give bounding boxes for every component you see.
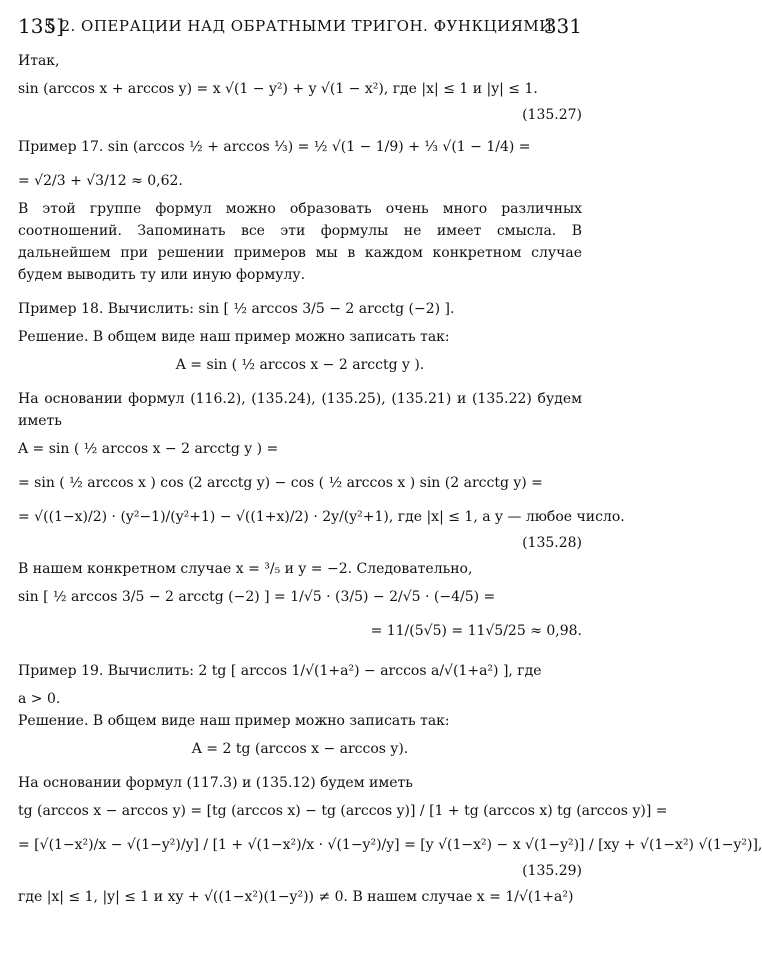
- formula-18-step2: = sin ( ½ arccos x ) cos (2 arcctg y) − cos ( ½ arccos x ) sin (2 arcctg y) =: [18, 475, 543, 491]
- example-19: Пример 19. Вычислить: 2 tg [ arccos 1/√(1+a²) − arccos a/√(1+a²) ], где: [18, 663, 542, 679]
- section-title: § 2. ОПЕРАЦИИ НАД ОБРАТНЫМИ ТРИГОН. ФУНКЦИЯМИ: [47, 17, 553, 35]
- equation-number: (135.29): [522, 863, 582, 879]
- paragraph: На основании формул (116.2), (135.24), (135.25), (135.21) и (135.22) будем иметь: [18, 391, 582, 429]
- text-line: где |x| ≤ 1, |y| ≤ 1 и xy + √((1−x²)(1−y²)) ≠ 0. В нашем случае x = 1/√(1+a²): [18, 889, 574, 905]
- page-number: 331: [543, 14, 582, 38]
- formula-19-general: A = 2 tg (arccos x − arccos y).: [191, 741, 409, 757]
- paragraph: В этой группе формул можно образовать очень много различных соотношений. Запоминать все эти формулы не имеет смысла. В дальнейшем при решении примеров мы в каждом конкретном случае будем выводить ту или иную формулу.: [18, 201, 582, 283]
- formula-18-step1: A = sin ( ½ arccos x − 2 arcctg y ) =: [18, 441, 279, 457]
- text-line: В нашем конкретном случае x = ³/₅ и y = −2. Следовательно,: [18, 561, 473, 577]
- section-page-ref: 135]: [18, 14, 64, 38]
- page-body: [18, 50, 762, 908]
- solution-19: Решение. В общем виде наш пример можно записать так:: [18, 713, 450, 729]
- text-line: Итак,: [18, 53, 60, 69]
- example-19-condition: a > 0.: [18, 691, 61, 707]
- text-line: На основании формул (117.3) и (135.12) будем иметь: [18, 775, 413, 791]
- formula-18-result: = 11/(5√5) = 11√5/25 ≈ 0,98.: [370, 623, 582, 639]
- equation-number: (135.27): [522, 107, 582, 123]
- running-header: [18, 14, 582, 38]
- formula-18-specific: sin [ ½ arccos 3/5 − 2 arcctg (−2) ] = 1/√5 · (3/5) − 2/√5 · (−4/5) =: [18, 589, 496, 605]
- formula-135-28: = √((1−x)/2) · (y²−1)/(y²+1) − √((1+x)/2) · 2y/(y²+1), где |x| ≤ 1, а y — любое число.: [18, 509, 625, 525]
- example-17-result: = √2/3 + √3/12 ≈ 0,62.: [18, 173, 183, 189]
- formula-19-step1: tg (arccos x − arccos y) = [tg (arccos x) − tg (arccos y)] / [1 + tg (arccos x) tg (arccos y)] =: [18, 803, 668, 819]
- formula-18-general: A = sin ( ½ arccos x − 2 arcctg y ).: [175, 357, 425, 373]
- formula-135-27: sin (arccos x + arccos y) = x √(1 − y²) + y √(1 − x²), где |x| ≤ 1 и |y| ≤ 1.: [18, 81, 538, 97]
- example-17: Пример 17. sin (arccos ½ + arccos ⅓) = ½ √(1 − 1/9) + ⅓ √(1 − 1/4) =: [18, 139, 531, 155]
- example-18: Пример 18. Вычислить: sin [ ½ arccos 3/5 − 2 arcctg (−2) ].: [18, 301, 455, 317]
- solution-18: Решение. В общем виде наш пример можно записать так:: [18, 329, 450, 345]
- equation-number: (135.28): [522, 535, 582, 551]
- formula-135-29: = [√(1−x²)/x − √(1−y²)/y] / [1 + √(1−x²)/x · √(1−y²)/y] = [y √(1−x²) − x √(1−y²)] / [xy + √(1−x²) √(1−y²)],: [18, 837, 762, 853]
